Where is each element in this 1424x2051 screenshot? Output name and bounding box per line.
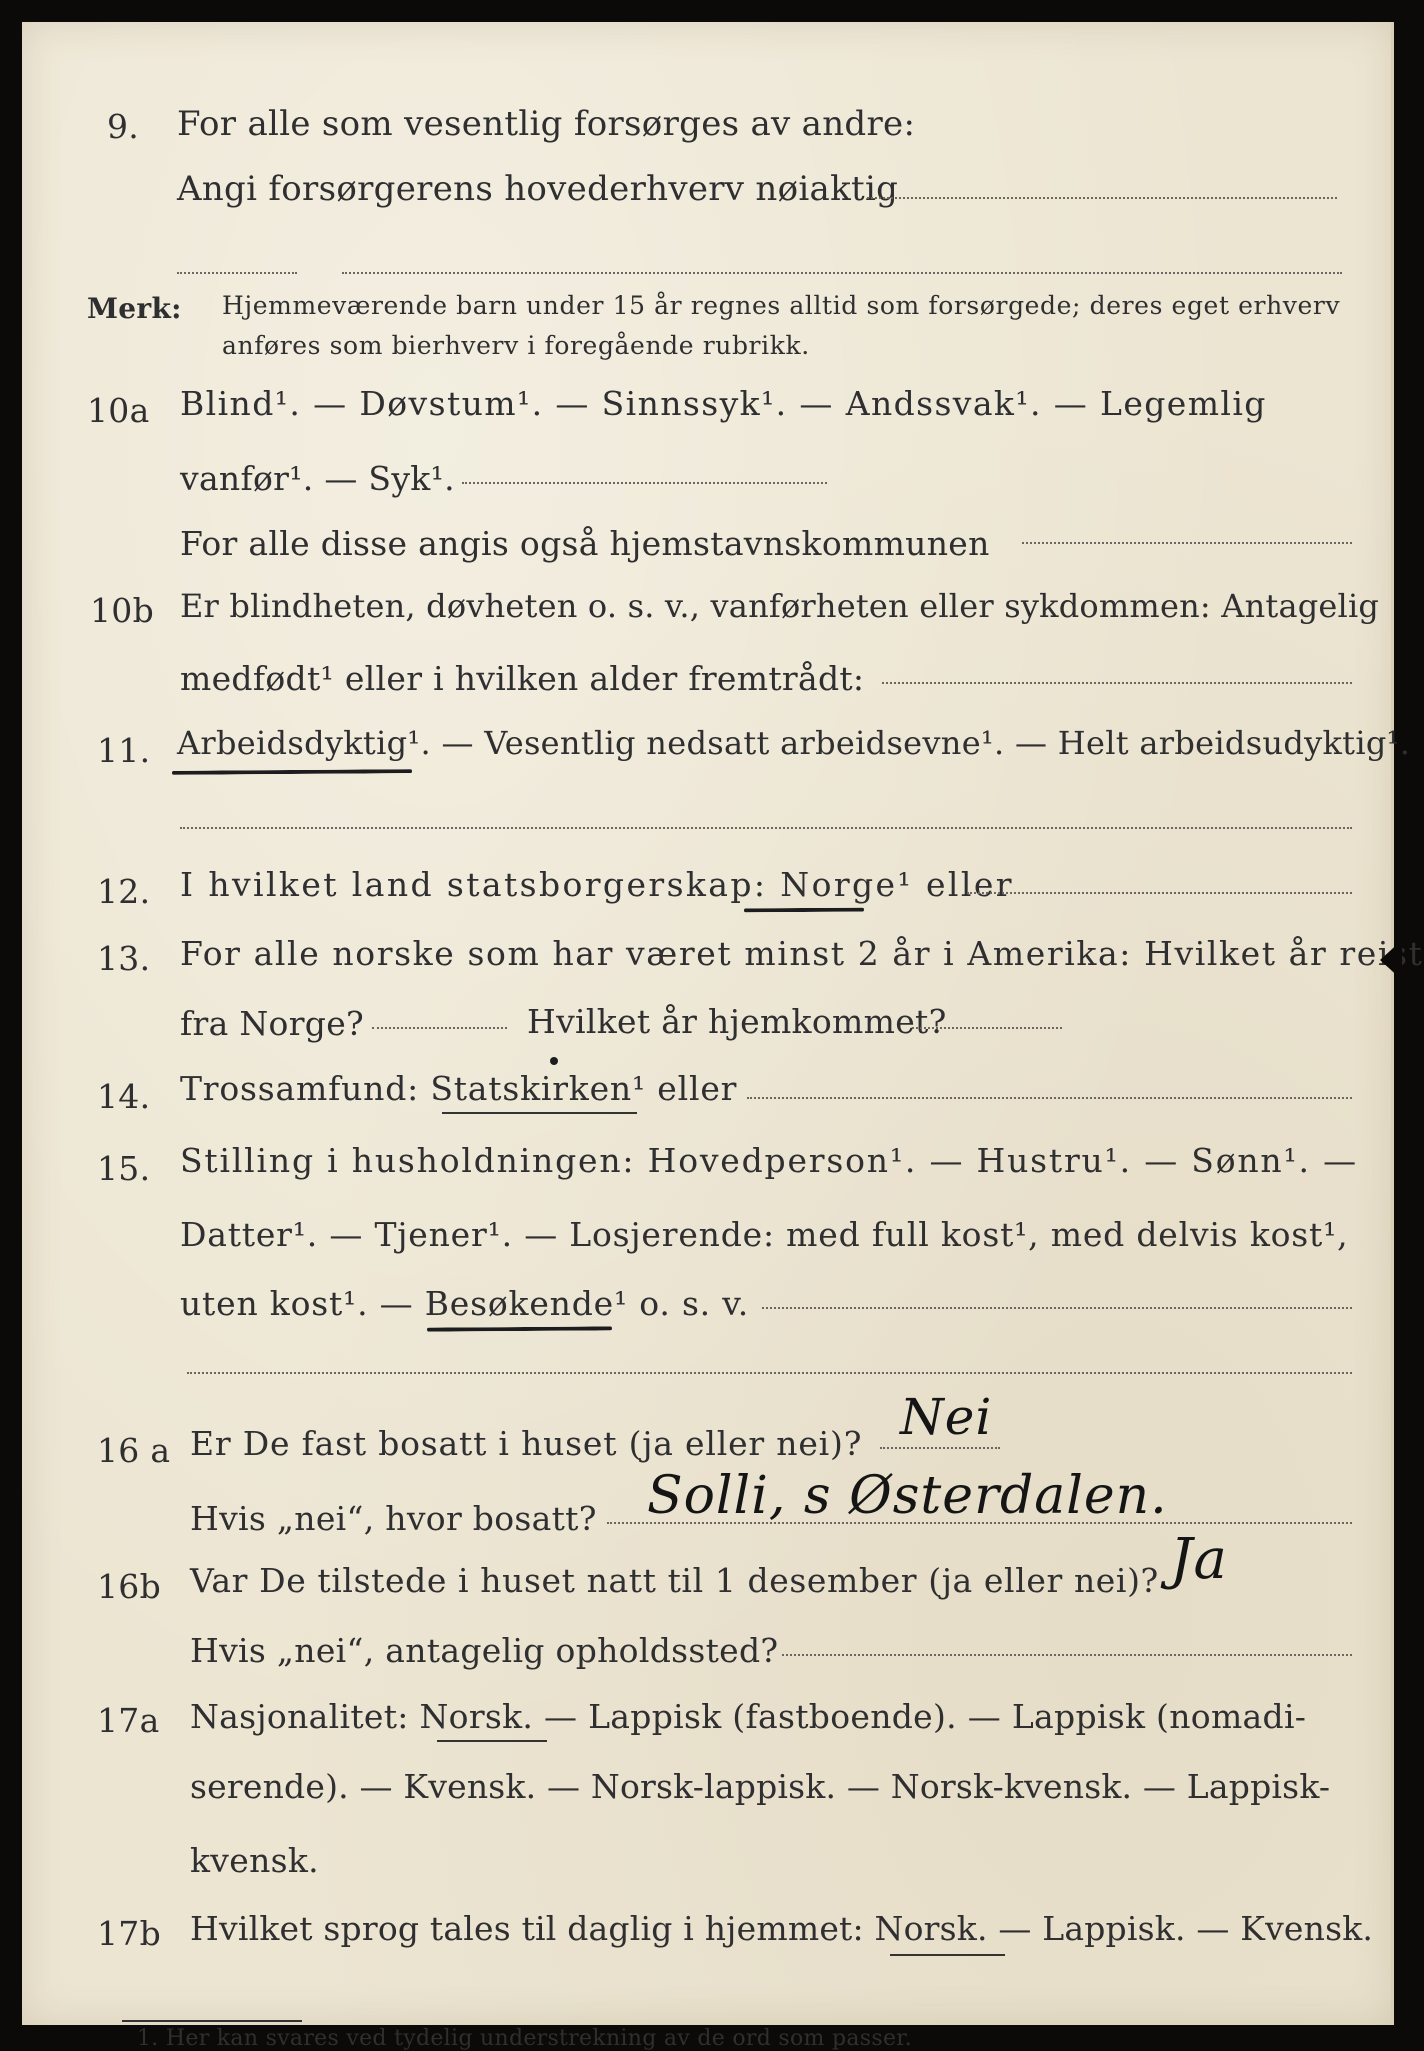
q16b-text-line1: Var De tilstede i huset natt til 1 desember (ja eller nei)? — [190, 1561, 1159, 1600]
q10a-hjemstavn-line — [1022, 542, 1352, 544]
footnote-text: 1. Her kan svares ved tydelig understrekning av de ord som passer. — [137, 2026, 912, 2051]
q17a-text-line3: kvensk. — [190, 1841, 319, 1880]
q15-answer-line-2 — [187, 1372, 1352, 1374]
q14-number: 14. — [97, 1077, 151, 1116]
q9-answer-line — [867, 197, 1337, 199]
q17b-text-line1: Hvilket sprog tales til daglig i hjemmet: Norsk. — Lappisk. — Kvensk. — [190, 1909, 1374, 1948]
footnote-rule — [122, 2020, 302, 2022]
q12-answer-line — [967, 892, 1352, 894]
q16a-handwritten-answer2: Solli, s Østerdalen. — [647, 1466, 1168, 1526]
q9-answer-line-2a — [177, 272, 297, 274]
q11-number: 11. — [97, 731, 151, 770]
q16b-handwritten-answer1: Ja — [1170, 1527, 1228, 1592]
q10a-text-line2: vanfør¹. — Syk¹. — [180, 459, 455, 498]
q10a-answer-line — [462, 482, 827, 484]
census-form-page — [22, 22, 1424, 2051]
q16a-handwritten-answer1: Nei — [900, 1388, 993, 1446]
merk-label: Merk: — [87, 292, 182, 325]
q9-answer-line-2b — [342, 272, 1342, 274]
q9-text-line1: For alle som vesentlig forsørges av andre: — [177, 104, 916, 144]
q9-text-line2: Angi forsørgerens hovederhverv nøiaktig — [177, 169, 899, 209]
q17b-number: 17b — [97, 1914, 162, 1953]
q15-number: 15. — [97, 1149, 151, 1188]
q15-text-line3: uten kost¹. — Besøkende¹ o. s. v. — [180, 1284, 750, 1323]
merk-text-line1: Hjemmeværende barn under 15 år regnes alltid som forsørgede; deres eget erhverv — [222, 291, 1341, 320]
q14-ink-dot — [550, 1057, 558, 1065]
q10b-text-line1: Er blindheten, døvheten o. s. v., vanførheten eller sykdommen: Antagelig — [180, 587, 1380, 625]
q13-hjemkommet-line — [912, 1027, 1062, 1029]
q10b-answer-line — [882, 682, 1352, 684]
q10a-number: 10a — [87, 391, 150, 430]
q15-text-line2: Datter¹. — Tjener¹. — Losjerende: med full kost¹, med delvis kost¹, — [180, 1215, 1349, 1254]
q12-text-line1: I hvilket land statsborgerskap: Norge¹ eller — [180, 865, 1014, 904]
q10a-text-line3: For alle disse angis også hjemstavnskommunen — [180, 524, 990, 563]
q9-number: 9. — [107, 107, 140, 146]
merk-text-line2: anføres som bierhverv i foregående rubrikk. — [222, 331, 810, 360]
q14-text-line1: Trossamfund: Statskirken¹ eller — [180, 1069, 738, 1108]
q13-text-line1: For alle norske som har været minst 2 år i Amerika: Hvilket år reist — [180, 934, 1424, 973]
q15-answer-line — [762, 1307, 1352, 1309]
q14-underline-statskirken — [442, 1112, 637, 1114]
q17a-text-line1: Nasjonalitet: Norsk. — Lappisk (fastboende). — Lappisk (nomadi- — [190, 1697, 1307, 1736]
q16a-answer1-line — [880, 1447, 1000, 1449]
q16b-number: 16b — [97, 1567, 162, 1606]
q11-underline-arbeidsdyktig — [172, 769, 412, 775]
q13-reist-line — [372, 1027, 507, 1029]
q14-answer-line — [747, 1097, 1352, 1099]
q12-number: 12. — [97, 872, 151, 911]
q15-underline-besokende — [427, 1326, 612, 1331]
q11-answer-line — [180, 827, 1352, 829]
q13-number: 13. — [97, 939, 151, 978]
q17a-number: 17a — [97, 1701, 160, 1740]
q16a-text-line2: Hvis „nei“, hvor bosatt? — [190, 1499, 597, 1538]
q17a-underline-norsk — [437, 1740, 547, 1742]
q10b-number: 10b — [90, 591, 155, 630]
q16b-answer2-line — [782, 1654, 1352, 1656]
q10b-text-line2: medfødt¹ eller i hvilken alder fremtrådt: — [180, 659, 865, 698]
q13-text-line2b: Hvilket år hjemkommet? — [527, 1002, 947, 1041]
q16b-text-line2: Hvis „nei“, antagelig opholdssted? — [190, 1631, 779, 1670]
q17a-text-line2: serende). — Kvensk. — Norsk-lappisk. — Norsk-kvensk. — Lappisk- — [190, 1767, 1331, 1806]
page-edge-notch — [1380, 940, 1402, 980]
q11-text-line1: Arbeidsdyktig¹. — Vesentlig nedsatt arbeidsevne¹. — Helt arbeidsudyktig¹. — [177, 724, 1411, 762]
q16a-number: 16 a — [97, 1431, 171, 1470]
q15-text-line1: Stilling i husholdningen: Hovedperson¹. — Hustru¹. — Sønn¹. — — [180, 1141, 1358, 1180]
q10a-text-line1: Blind¹. — Døvstum¹. — Sinnssyk¹. — Andssvak¹. — Legemlig — [180, 384, 1267, 423]
q16a-text-line1: Er De fast bosatt i huset (ja eller nei)? — [190, 1424, 863, 1463]
q12-underline-norge — [744, 908, 864, 913]
q13-text-line2a: fra Norge? — [180, 1004, 365, 1043]
q17b-underline-norsk — [890, 1954, 1005, 1956]
